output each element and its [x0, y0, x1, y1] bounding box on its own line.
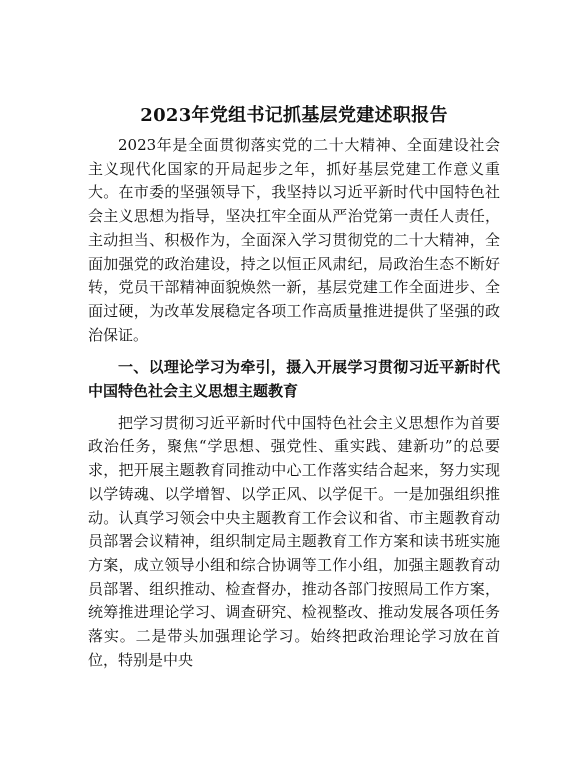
document-title: 2023年党组书记抓基层党建述职报告 — [140, 105, 448, 126]
section-heading-1: 一、以理论学习为牵引，摄入开展学习贯彻习近平新时代中国特色社会主义思想主题教育 — [88, 358, 500, 401]
section-1-paragraph: 把学习贯彻习近平新时代中国特色社会主义思想作为首要政治任务，聚焦“学思想、强党性、重实践、建新功”的总要求，把开展主题教育同推动中心工作落实结合起来，努力实现以学铸魂、以学增智、以学正风、以学促干。一是加强组织推动。认真学习领会中央主题教育工作会议和省、市主题教育动员部署会议精神，组织制定局主题教育工作方案和读书班实施方案，成立领导小组和综合协调等工作小组，加强主题教育动员部署、组织推动、检查督办，推动各部门按照局工作方案，统筹推进理论学习、调查研究、检视整改、推动发展各项任务落实。二是带头加强理论学习。始终把政治理论学习放在首位，特别是中央 — [88, 413, 500, 669]
intro-paragraph: 2023年是全面贯彻落实党的二十大精神、全面建设社会主义现代化国家的开局起步之年，抓好基层党建工作意义重大。在市委的坚强领导下，我坚持以习近平新时代中国特色社会主义思想为指导，坚决扛牢全面从严治党第一责任人责任，主动担当、积极作为，全面深入学习贯彻党的二十大精神，全面加强党的政治建设，持之以恒正风肃纪，局政治生态不断好转，党员干部精神面貌焕然一新，基层党建工作全面进步、全面过硬，为改革发展稳定各项工作高质量推进提供了坚强的政治保证。 — [88, 136, 500, 344]
